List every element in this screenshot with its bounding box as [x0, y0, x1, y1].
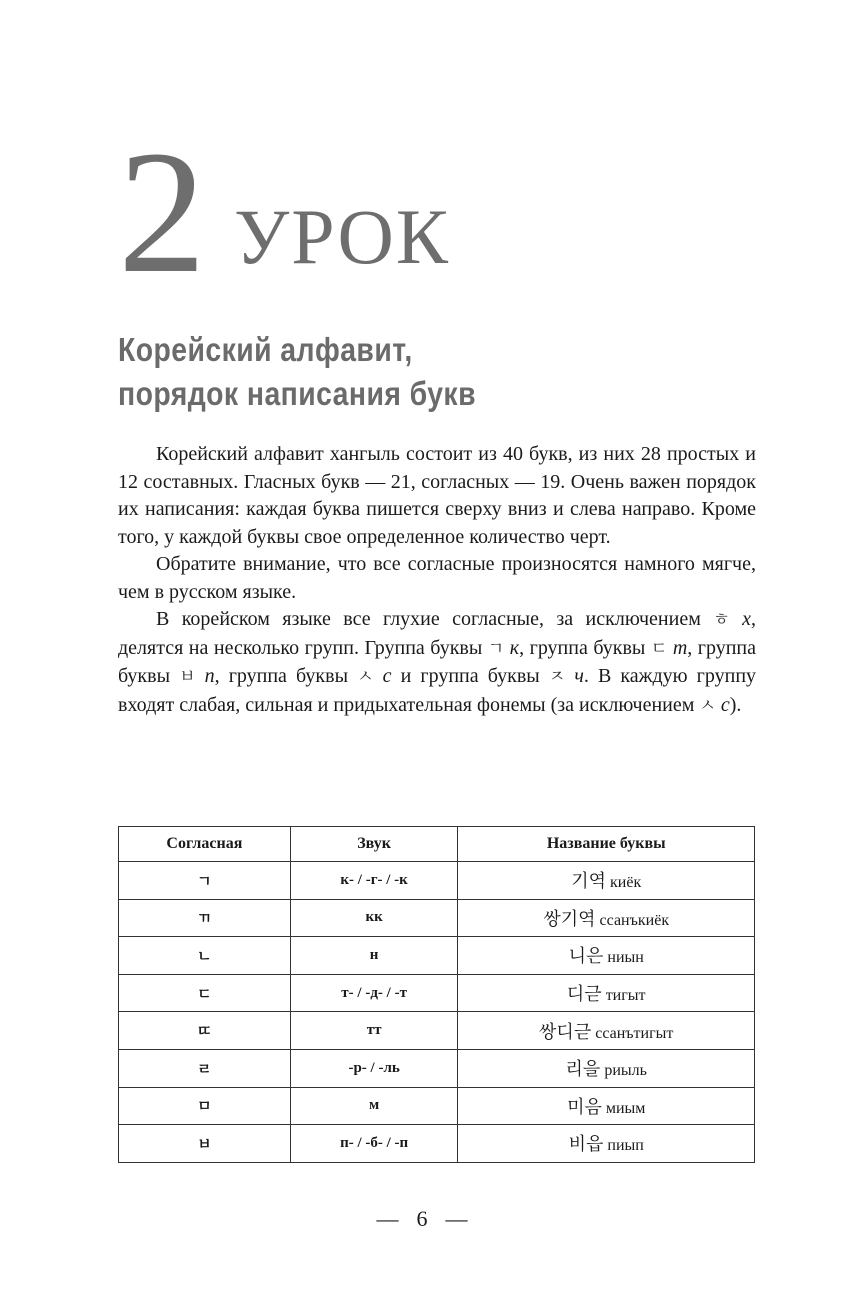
table-row	[119, 1012, 755, 1050]
korean-letter: ㄱ	[487, 638, 505, 659]
transliteration: т	[672, 636, 688, 659]
korean-name: 비읍	[568, 1134, 604, 1156]
consonant-cell: ㄸ	[119, 1012, 291, 1050]
sound-cell: -р- / -ль	[290, 1049, 458, 1087]
name-cell	[458, 899, 755, 937]
korean-name: 디귿	[566, 984, 602, 1006]
transliteration: ч	[574, 665, 584, 687]
sound-cell: п- / -б- / -п	[290, 1125, 458, 1163]
text-run: ).	[729, 693, 742, 716]
paragraph-3	[118, 606, 756, 720]
sound-cell: м	[290, 1087, 458, 1125]
page-dash-right: —	[445, 1206, 468, 1231]
name-cell	[458, 1049, 755, 1087]
table-row	[119, 1125, 755, 1163]
korean-letter: ㅂ	[179, 667, 196, 687]
consonant-cell: ㄱ	[119, 862, 291, 900]
russian-name: риыль	[604, 1062, 647, 1080]
consonant-cell: ㄲ	[119, 899, 291, 937]
russian-name: пиып	[607, 1137, 644, 1155]
consonant-cell: ㄴ	[119, 937, 291, 975]
russian-name: миым	[605, 1099, 646, 1117]
table-row	[119, 974, 755, 1012]
section-heading-line-1: Корейский алфавит,	[118, 331, 413, 368]
name-cell	[458, 1087, 755, 1125]
text-run: , группа буквы	[519, 636, 651, 659]
russian-name: тигыт	[605, 987, 646, 1005]
transliteration: с	[720, 693, 730, 716]
name-cell	[458, 1012, 755, 1050]
sound-cell: к- / -г- / -к	[290, 862, 458, 900]
russian-name: ссанътигыт	[595, 1024, 674, 1042]
text-run: , группа буквы	[214, 665, 358, 687]
consonant-cell: ㄷ	[119, 974, 291, 1012]
transliteration: к	[509, 636, 520, 659]
korean-letter: ㅅ	[699, 695, 716, 716]
table-row	[119, 937, 755, 975]
lesson-title	[118, 115, 450, 310]
korean-letter: ㅈ	[548, 667, 566, 687]
lesson-word: УРОК	[234, 193, 450, 280]
korean-name: 니은	[568, 946, 604, 968]
name-cell	[458, 862, 755, 900]
transliteration: с	[382, 665, 392, 687]
table-header-row	[119, 827, 755, 862]
paragraph-2: Обратите внимание, что все согласные произносятся намного мягче, чем в русском языке.	[118, 553, 756, 603]
korean-name: 쌍디귿	[539, 1021, 592, 1043]
section-heading-line-2: порядок написания букв	[118, 375, 476, 412]
table-row	[119, 899, 755, 937]
table-row	[119, 1049, 755, 1087]
header-sound: Звук	[290, 827, 458, 862]
table-row	[119, 862, 755, 900]
consonant-cell: ㄹ	[119, 1049, 291, 1087]
sound-cell: т- / -д- / -т	[290, 974, 458, 1012]
lesson-number: 2	[118, 115, 206, 310]
korean-letter: ㄷ	[650, 638, 668, 659]
korean-name: 리을	[565, 1059, 601, 1081]
korean-name: 기역	[571, 871, 607, 893]
header-consonant: Согласная	[119, 827, 291, 862]
russian-name: киёк	[610, 874, 642, 892]
text-run: , группа буквы	[118, 636, 757, 687]
name-cell	[458, 937, 755, 975]
sound-cell: кк	[290, 899, 458, 937]
page-dash-left: —	[376, 1206, 399, 1231]
body-text	[118, 441, 756, 720]
sound-cell: тт	[290, 1012, 458, 1050]
paragraph-1: Корейский алфавит хангыль состоит из 40 букв, из них 28 простых и 12 составных. Гласных букв — 21, согласных — 19. Очень важен порядок их написания: каждая буква пишется сверху вниз и слева направо. Кроме того, у каждой буквы свое определенное количество черт.	[118, 443, 756, 548]
korean-letter: ㅎ	[713, 610, 730, 630]
table-row	[119, 1087, 755, 1125]
header-letter-name: Название буквы	[458, 827, 755, 862]
transliteration: х	[742, 608, 752, 630]
section-heading	[118, 328, 668, 416]
text-run: В корейском языке все глухие согласные, за исключением	[156, 608, 714, 630]
text-run: . В каждую группу входят слабая, сильная и придыхательная фонемы (за исключением	[118, 665, 757, 716]
sound-cell: н	[290, 937, 458, 975]
korean-name: 쌍기역	[543, 908, 596, 930]
russian-name: ниын	[607, 949, 644, 967]
name-cell	[458, 974, 755, 1012]
name-cell	[458, 1125, 755, 1163]
korean-letter: ㅅ	[357, 667, 374, 687]
page-number-value: 6	[416, 1206, 428, 1231]
russian-name: ссанъкиёк	[599, 911, 670, 929]
consonant-cell: ㅂ	[119, 1125, 291, 1163]
page-number	[0, 1206, 844, 1232]
consonant-table	[118, 826, 755, 1163]
transliteration: п	[204, 665, 215, 687]
text-run: , делятся на несколько групп. Группа буквы	[118, 608, 757, 659]
korean-name: 미음	[567, 1096, 602, 1118]
consonant-cell: ㅁ	[119, 1087, 291, 1125]
text-run: и группа буквы	[391, 665, 549, 687]
